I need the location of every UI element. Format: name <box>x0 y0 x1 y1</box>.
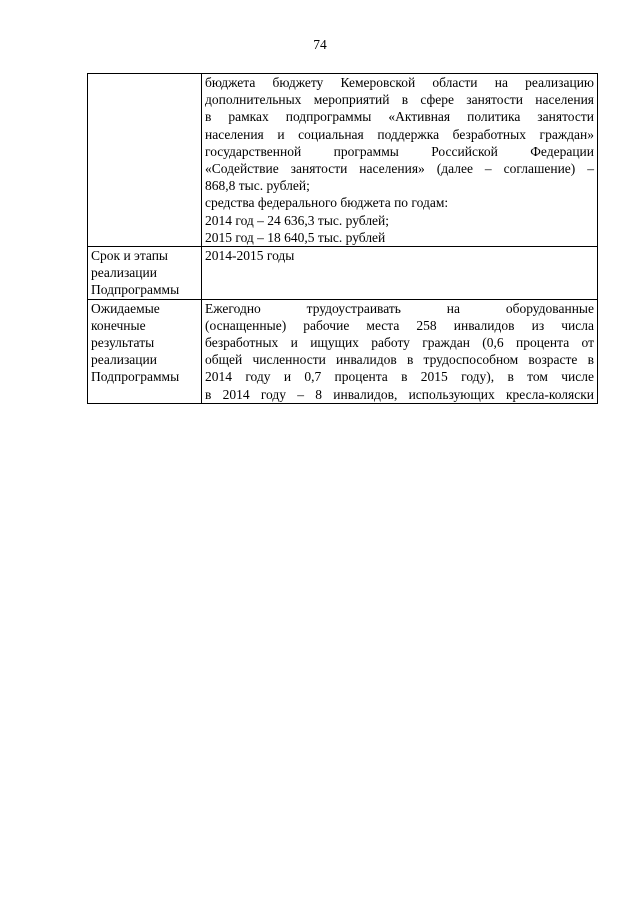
label-line: Подпрограммы <box>91 282 180 298</box>
row-content-results <box>202 299 598 403</box>
content-line: «Содействие занятости населения» (далее – соглашение) – <box>205 161 594 177</box>
content-line: населения и социальная поддержка безработных граждан» <box>205 126 594 142</box>
content-line: средства федерального бюджета по годам: <box>205 195 449 211</box>
label-line: Срок и этапы <box>91 248 169 264</box>
table-row-funding <box>88 74 598 247</box>
content-line: 2014 году и 0,7 процента в 2015 году), в том числе <box>205 369 594 385</box>
table-row-results <box>88 299 598 403</box>
content-line: (оснащенные) рабочие места 258 инвалидов из числа <box>205 317 594 333</box>
row-label-timeline <box>88 247 202 300</box>
content-line: 2014-2015 годы <box>205 248 295 264</box>
label-line: реализации <box>91 265 157 281</box>
content-line: Ежегодно трудоустраивать на оборудованные <box>205 300 594 316</box>
label-line: Подпрограммы <box>91 369 180 385</box>
content-line: 2014 год – 24 636,3 тыс. рублей; <box>205 212 390 228</box>
content-line: 868,8 тыс. рублей; <box>205 178 310 194</box>
passport-table <box>87 73 598 404</box>
label-line: результаты <box>91 335 155 351</box>
row-content-funding <box>202 74 598 247</box>
content-line: бюджета бюджету Кемеровской области на реализацию <box>205 75 594 90</box>
row-label-funding <box>88 74 202 247</box>
table-row-timeline <box>88 247 598 300</box>
content-line: общей численности инвалидов в трудоспособном возрасте в <box>205 352 594 368</box>
content-line: в рамках подпрограммы «Активная политика занятости <box>205 109 594 125</box>
content-line: государственной программы Российской Федерации <box>205 143 594 159</box>
label-line: Ожидаемые <box>91 300 160 316</box>
content-line: 2015 год – 18 640,5 тыс. рублей <box>205 229 386 245</box>
label-line: реализации <box>91 352 157 368</box>
content-line: в 2014 году – 8 инвалидов, использующих кресла-коляски <box>205 386 594 402</box>
row-label-results <box>88 299 202 403</box>
content-line: дополнительных мероприятий в сфере занятости населения <box>205 92 594 108</box>
page-number: 74 <box>313 37 327 52</box>
row-content-timeline <box>202 247 598 300</box>
label-line: конечные <box>91 317 146 333</box>
content-line: безработных и ищущих работу граждан (0,6 процента от <box>205 335 594 351</box>
